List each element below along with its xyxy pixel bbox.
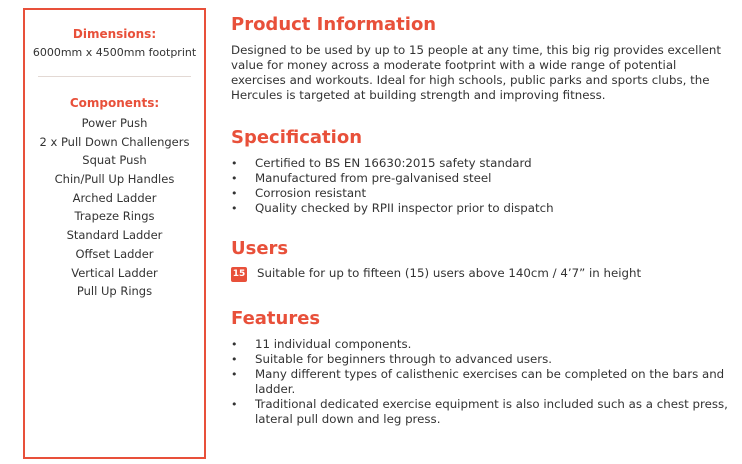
components-list [25,114,204,301]
component-item: Arched Ladder [72,190,157,205]
spec-item-text: Quality checked by RPII inspector prior to dispatch [255,201,554,215]
bullet-icon: • [231,172,238,185]
component-item: Chin/Pull Up Handles [54,172,175,187]
spec-item [231,171,731,186]
component-item: Power Push [81,116,148,130]
bullet-icon: • [231,353,238,366]
user-count-badge: 15 [231,267,247,282]
users-row [231,265,731,282]
feature-item [231,352,731,367]
specification-list [231,156,731,216]
spec-item-text: Certified to BS EN 16630:2015 safety standard [255,156,532,170]
dimensions-label: Dimensions: [72,27,157,41]
component-item: Squat Push [82,153,147,168]
component-item: Trapeze Rings [74,209,155,224]
feature-item [231,337,731,352]
users-heading: Users [231,238,289,259]
specification-heading: Specification [231,127,363,148]
spec-item-text: Manufactured from pre-galvanised steel [255,171,492,185]
bullet-icon: • [231,187,238,200]
component-item: Pull Up Rings [76,284,153,299]
spec-item-text: Corrosion resistant [255,186,367,200]
component-item: Vertical Ladder [71,265,158,280]
feature-item-text: Many different types of calisthenic exercises can be completed on the bars and ladder. [255,367,725,396]
feature-item-text: Traditional dedicated exercise equipment is also included such as a chest press, lateral pull down and leg press. [255,397,728,426]
feature-item-text: Suitable for beginners through to advanced users. [255,352,553,366]
dimensions-value: 6000mm x 4500mm footprint [32,46,197,59]
users-text: Suitable for up to fifteen (15) users above 140cm / 4’7” in height [257,266,642,280]
bullet-icon: • [231,202,238,215]
spec-item [231,186,731,201]
feature-item [231,397,731,427]
feature-item [231,367,731,397]
bullet-icon: • [231,157,238,170]
spec-item [231,201,731,216]
bullet-icon: • [231,338,238,351]
components-label: Components: [69,96,160,110]
spec-item [231,156,731,171]
component-item: 2 x Pull Down Challengers [39,134,190,149]
bullet-icon: • [231,368,238,381]
component-item: Standard Ladder [66,228,163,243]
features-heading: Features [231,308,321,329]
sidebar-divider [38,76,191,77]
bullet-icon: • [231,398,238,411]
product-specs-sidebar [23,8,206,459]
product-info-text: Designed to be used by up to 15 people at any time, this big rig provides excellent value for money across a moderate footprint with a wide range of potential exercises and workouts. Ideal for high schools, public parks and sports clubs, the Hercules is targeted at building strength and improving fitness. [231,43,721,102]
feature-item-text: 11 individual components. [255,337,412,351]
component-item: Offset Ladder [75,246,154,261]
product-info-heading: Product Information [231,14,437,35]
features-list [231,337,731,427]
